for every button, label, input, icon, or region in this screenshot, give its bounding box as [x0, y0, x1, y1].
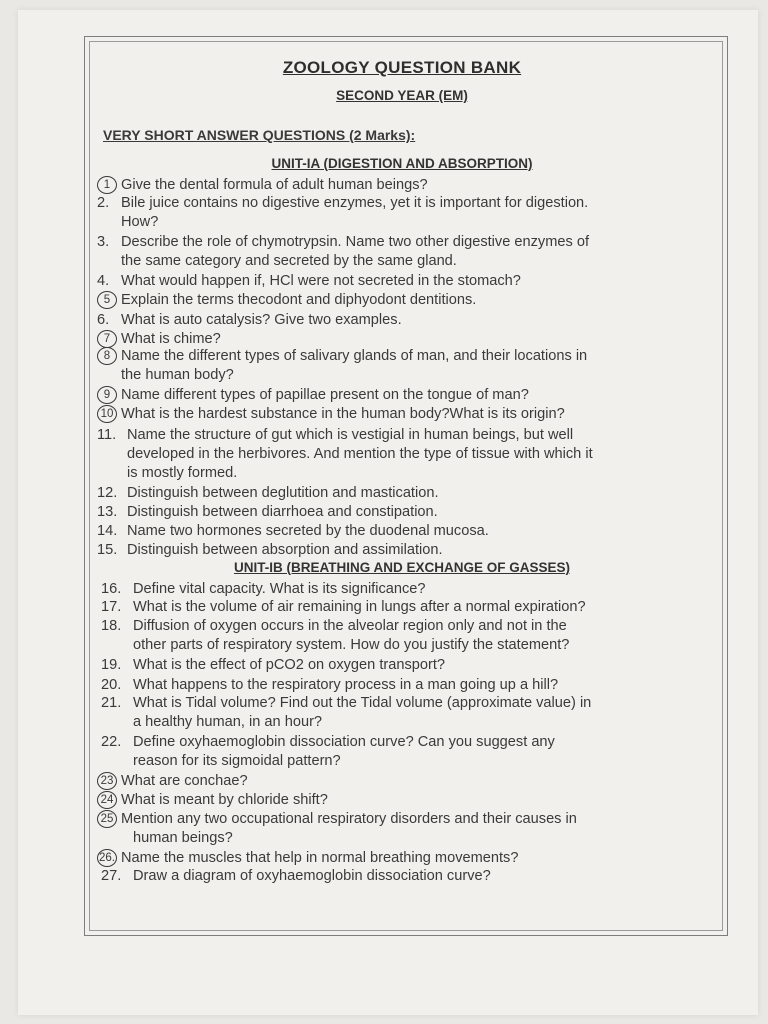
question-text-continuation: other parts of respiratory system. How do you justify the statement? [133, 637, 570, 653]
question-number-circled: 10 [97, 405, 117, 423]
question-number-circled: 1 [97, 176, 117, 194]
question-item [101, 676, 558, 695]
document-title: ZOOLOGY QUESTION BANK [282, 58, 522, 77]
question-text: Name the muscles that help in normal breathing movements? [121, 850, 519, 866]
question-text-continuation: a healthy human, in an hour? [133, 714, 323, 730]
question-text: What is the volume of air remaining in lungs after a normal expiration? [133, 599, 586, 615]
question-number: 4. [97, 273, 110, 289]
question-item [97, 194, 588, 213]
question-text-continuation: reason for its sigmoidal pattern? [133, 753, 341, 769]
question-item [101, 580, 426, 599]
question-text: Describe the role of chymotrypsin. Name two other digestive enzymes of [121, 234, 590, 250]
question-number: 18. [101, 618, 122, 634]
question-item [97, 386, 529, 405]
question-text: Distinguish between deglutition and mastication. [127, 485, 439, 501]
question-number: 13. [97, 504, 118, 520]
question-text: What are conchae? [121, 773, 248, 789]
question-text-continuation: the human body? [121, 367, 234, 383]
question-number-circled: 5 [97, 291, 117, 309]
question-number: 19. [101, 657, 122, 673]
question-number: 15. [97, 542, 118, 558]
question-number-circled: 23 [97, 772, 117, 790]
question-text: Define vital capacity. What is its significance? [133, 581, 426, 597]
question-item [101, 733, 555, 752]
question-item [97, 810, 577, 829]
question-number-circled: 7 [97, 330, 117, 348]
question-number-circled: 26. [97, 849, 117, 867]
question-item [97, 522, 489, 541]
question-number: 20. [101, 677, 122, 693]
question-item [97, 503, 438, 522]
question-number: 14. [97, 523, 118, 539]
question-text: Give the dental formula of adult human beings? [121, 177, 428, 193]
question-text: Mention any two occupational respiratory disorders and their causes in [121, 811, 577, 827]
unit-heading-1b: UNIT-IB (BREATHING AND EXCHANGE OF GASSES) [233, 560, 570, 575]
question-number: 27. [101, 868, 122, 884]
question-item [101, 617, 567, 636]
question-text: Draw a diagram of oxyhaemoglobin dissociation curve? [133, 868, 491, 884]
question-text: What is the hardest substance in the human body?What is its origin? [121, 406, 565, 422]
question-text-continuation: is mostly formed. [127, 465, 238, 481]
unit-heading-1a: UNIT-IA (DIGESTION AND ABSORPTION) [271, 156, 533, 171]
question-number: 11. [97, 427, 117, 443]
question-text: What would happen if, HCl were not secreted in the stomach? [121, 273, 521, 289]
question-number-circled: 8 [97, 347, 117, 365]
question-text: Bile juice contains no digestive enzymes, yet it is important for digestion. [121, 195, 589, 211]
question-text-continuation: the same category and secreted by the same gland. [121, 253, 457, 269]
question-text: What is meant by chloride shift? [121, 792, 328, 808]
question-text: Name the structure of gut which is vestigial in human beings, but well [127, 427, 574, 443]
question-number-circled: 24 [97, 791, 117, 809]
question-item [97, 484, 439, 503]
question-item [97, 426, 573, 445]
question-text-continuation: human beings? [133, 830, 233, 846]
document-subtitle: SECOND YEAR (EM) [336, 88, 468, 103]
question-number-circled: 9 [97, 386, 117, 404]
section-heading: VERY SHORT ANSWER QUESTIONS (2 Marks): [103, 127, 416, 143]
question-text-continuation: How? [121, 214, 159, 230]
question-number: 2. [97, 195, 110, 211]
question-text: What happens to the respiratory process in a man going up a hill? [133, 677, 559, 693]
question-item [97, 347, 587, 366]
question-number: 17. [101, 599, 122, 615]
question-item [97, 405, 565, 424]
question-item [97, 849, 518, 868]
question-text: Diffusion of oxygen occurs in the alveolar region only and not in the [133, 618, 567, 634]
question-number: 22. [101, 734, 122, 750]
question-item [101, 656, 445, 675]
question-number: 16. [101, 581, 122, 597]
question-text: What is chime? [121, 331, 221, 347]
question-item [97, 772, 248, 791]
question-item [97, 176, 428, 195]
question-item [97, 291, 476, 310]
question-text: What is Tidal volume? Find out the Tidal volume (approximate value) in [133, 695, 592, 711]
question-text: Name two hormones secreted by the duodenal mucosa. [127, 523, 489, 539]
question-text: Name different types of papillae present on the tongue of man? [121, 387, 529, 403]
question-item [97, 311, 402, 330]
question-number-circled: 25 [97, 810, 117, 828]
question-text: What is the effect of pCO2 on oxygen transport? [133, 657, 446, 673]
question-text: Distinguish between diarrhoea and constipation. [127, 504, 438, 520]
question-number: 6. [97, 312, 110, 328]
question-item [97, 791, 328, 810]
question-text: What is auto catalysis? Give two examples. [121, 312, 402, 328]
question-text: Explain the terms thecodont and diphyodont dentitions. [121, 292, 477, 308]
question-text: Define oxyhaemoglobin dissociation curve? Can you suggest any [133, 734, 555, 750]
question-number: 12. [97, 485, 118, 501]
question-number: 21. [101, 695, 122, 711]
question-item [101, 867, 491, 886]
question-item [101, 694, 591, 713]
question-item [97, 233, 589, 252]
question-item [97, 272, 521, 291]
question-number: 3. [97, 234, 110, 250]
question-text-continuation: developed in the herbivores. And mention the type of tissue with which it [127, 446, 593, 462]
question-text: Name the different types of salivary glands of man, and their locations in [121, 348, 588, 364]
question-text: Distinguish between absorption and assimilation. [127, 542, 443, 558]
question-item [101, 598, 586, 617]
question-item [97, 541, 443, 560]
